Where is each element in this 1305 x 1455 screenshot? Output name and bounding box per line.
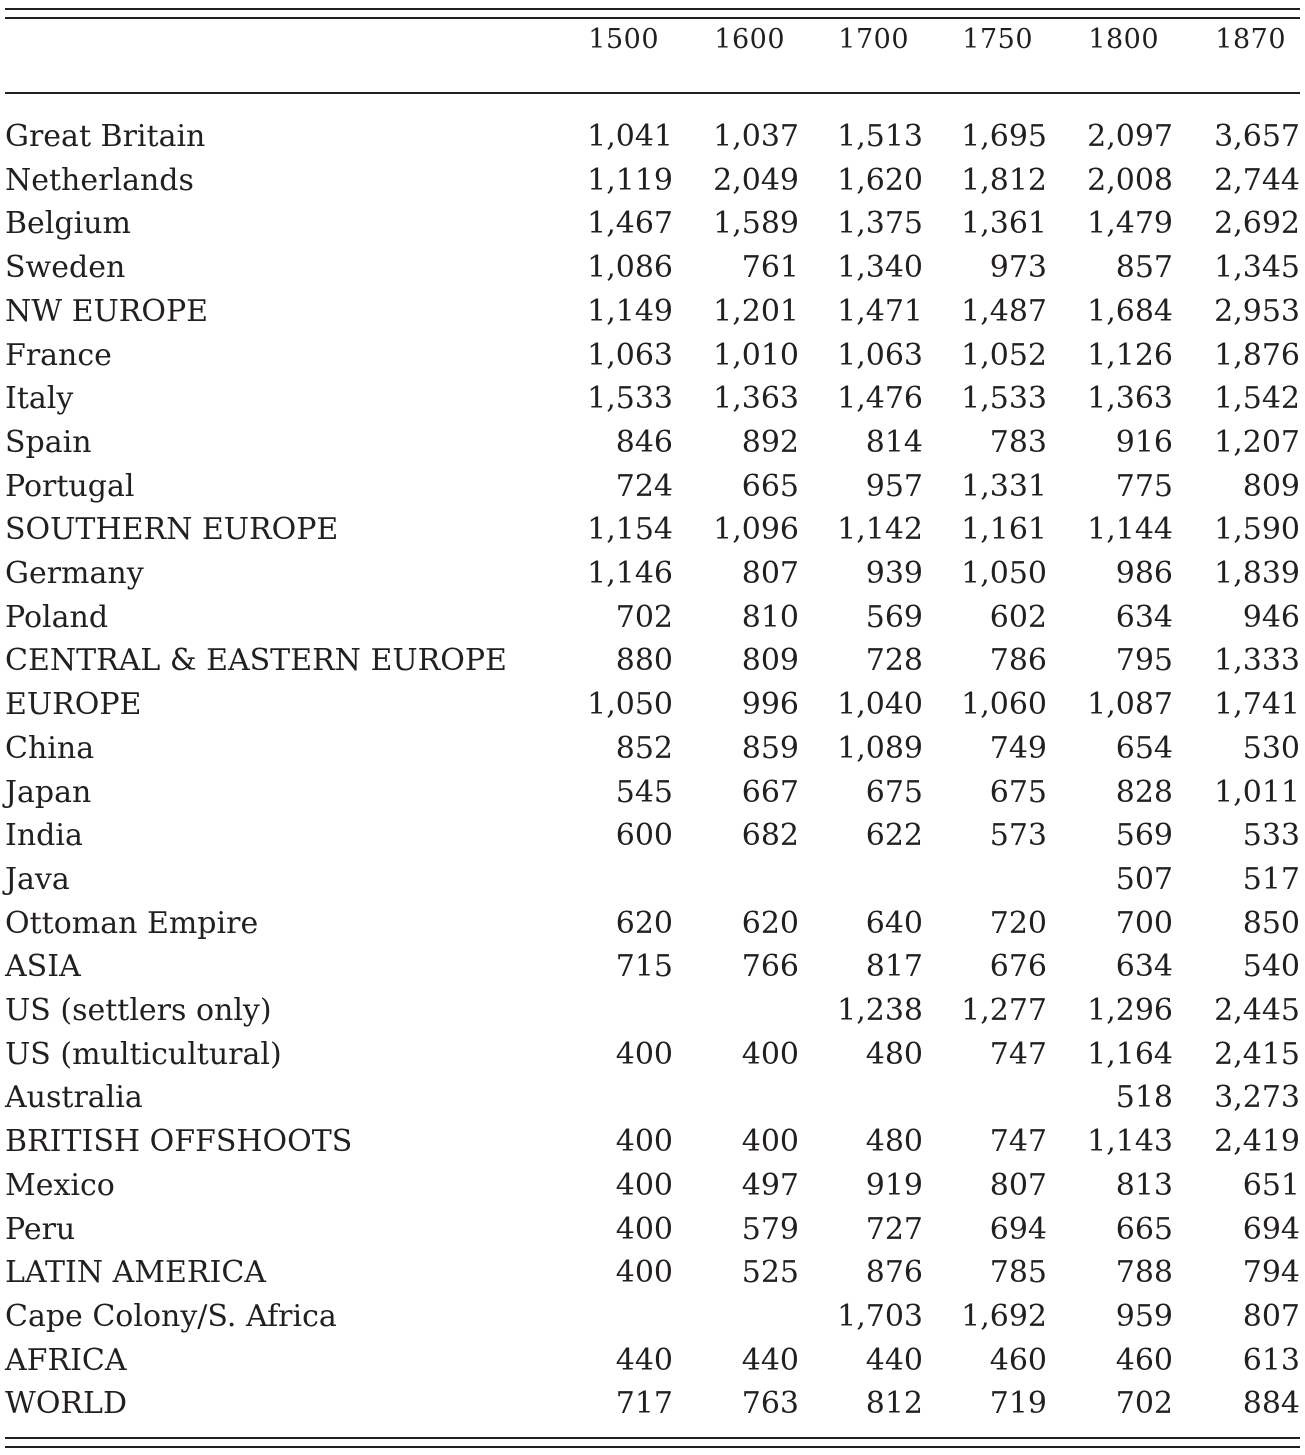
cell-1800: 1,164 xyxy=(1087,1036,1173,1072)
cell-1800: 857 xyxy=(1115,250,1173,286)
cell-1700: 569 xyxy=(865,599,923,635)
cell-1800: 828 xyxy=(1115,774,1173,810)
column-header-1870: 1870 xyxy=(1215,24,1286,55)
cell-1870: 1,333 xyxy=(1214,643,1300,679)
table-row xyxy=(5,552,1300,596)
cell-1750: 786 xyxy=(989,643,1047,679)
cell-1870: 809 xyxy=(1242,468,1300,504)
cell-1750: 602 xyxy=(989,599,1047,635)
cell-1870: 1,876 xyxy=(1214,337,1300,373)
cell-1800: 795 xyxy=(1115,643,1173,679)
cell-1700: 1,063 xyxy=(837,337,923,373)
column-header-1500: 1500 xyxy=(588,24,659,55)
cell-1500: 702 xyxy=(615,599,673,635)
cell-1700: 728 xyxy=(865,643,923,679)
row-label: Italy xyxy=(5,381,74,417)
cell-1700: 440 xyxy=(865,1342,923,1378)
cell-1700: 727 xyxy=(865,1211,923,1247)
table-row xyxy=(5,1208,1300,1252)
cell-1500: 600 xyxy=(615,818,673,854)
cell-1870: 1,011 xyxy=(1214,774,1300,810)
cell-1700: 957 xyxy=(865,468,923,504)
cell-1800: 1,479 xyxy=(1087,206,1173,242)
table-row xyxy=(5,858,1300,902)
cell-1800: 569 xyxy=(1115,818,1173,854)
cell-1750: 749 xyxy=(989,730,1047,766)
cell-1600: 525 xyxy=(741,1255,799,1291)
column-header-1750: 1750 xyxy=(962,24,1033,55)
row-label: Mexico xyxy=(5,1167,115,1203)
cell-1750: 1,361 xyxy=(961,206,1047,242)
cell-1500: 400 xyxy=(615,1036,673,1072)
cell-1750: 1,692 xyxy=(961,1298,1047,1334)
bottom-rule-inner xyxy=(5,1437,1300,1439)
cell-1500 xyxy=(580,989,673,1033)
cell-1750: 1,052 xyxy=(961,337,1047,373)
row-label: Ottoman Empire xyxy=(5,905,259,941)
table-row xyxy=(5,902,1300,946)
cell-1600: 682 xyxy=(741,818,799,854)
row-label: Peru xyxy=(5,1211,76,1247)
cell-1750: 719 xyxy=(989,1386,1047,1422)
cell-1500: 545 xyxy=(615,774,673,810)
row-label: LATIN AMERICA xyxy=(5,1255,266,1291)
table-row xyxy=(5,115,1300,159)
cell-1500: 400 xyxy=(615,1167,673,1203)
header-spacer xyxy=(5,92,1300,115)
cell-1600: 1,589 xyxy=(713,206,799,242)
cell-1600: 400 xyxy=(741,1036,799,1072)
cell-1500: 852 xyxy=(615,730,673,766)
cell-1750: 783 xyxy=(989,424,1047,460)
cell-1750: 676 xyxy=(989,949,1047,985)
row-label: US (settlers only) xyxy=(5,993,272,1029)
cell-1870: 533 xyxy=(1242,818,1300,854)
row-label: France xyxy=(5,337,112,373)
cell-1870: 850 xyxy=(1242,905,1300,941)
table-row xyxy=(5,814,1300,858)
cell-1500: 620 xyxy=(615,905,673,941)
cell-1600 xyxy=(673,1076,799,1120)
cell-1800: 518 xyxy=(1115,1080,1173,1116)
cell-1800: 654 xyxy=(1115,730,1173,766)
row-label: BRITISH OFFSHOOTS xyxy=(5,1124,353,1160)
cell-1800: 1,126 xyxy=(1087,337,1173,373)
cell-1500: 717 xyxy=(615,1386,673,1422)
header-label-cell xyxy=(5,0,580,92)
table-row xyxy=(5,246,1300,290)
cell-1870: 1,741 xyxy=(1214,687,1300,723)
cell-1700: 1,476 xyxy=(837,381,923,417)
cell-1600: 761 xyxy=(741,250,799,286)
cell-1700: 876 xyxy=(865,1255,923,1291)
row-label: EUROPE xyxy=(5,687,142,723)
data-table xyxy=(5,0,1300,1426)
column-header-1700: 1700 xyxy=(838,24,909,55)
cell-1600: 807 xyxy=(741,556,799,592)
cell-1600: 440 xyxy=(741,1342,799,1378)
cell-1870: 530 xyxy=(1242,730,1300,766)
cell-1750: 1,812 xyxy=(961,162,1047,198)
cell-1800: 986 xyxy=(1115,556,1173,592)
table-row xyxy=(5,465,1300,509)
cell-1600: 620 xyxy=(741,905,799,941)
cell-1800: 916 xyxy=(1115,424,1173,460)
table-row xyxy=(5,421,1300,465)
cell-1500: 724 xyxy=(615,468,673,504)
table-row xyxy=(5,1251,1300,1295)
row-label: CENTRAL & EASTERN EUROPE xyxy=(5,643,507,679)
cell-1870: 1,207 xyxy=(1214,424,1300,460)
cell-1800: 1,143 xyxy=(1087,1124,1173,1160)
cell-1800: 507 xyxy=(1115,861,1173,897)
cell-1750: 460 xyxy=(989,1342,1047,1378)
table-row xyxy=(5,1033,1300,1077)
row-label: Cape Colony/S. Africa xyxy=(5,1298,337,1334)
cell-1800: 460 xyxy=(1115,1342,1173,1378)
cell-1800: 1,684 xyxy=(1087,293,1173,329)
cell-1870: 1,345 xyxy=(1214,250,1300,286)
cell-1800: 2,097 xyxy=(1087,119,1173,154)
cell-1600: 892 xyxy=(741,424,799,460)
cell-1700: 1,703 xyxy=(837,1298,923,1334)
header-row xyxy=(5,0,1300,92)
cell-1600: 996 xyxy=(741,687,799,723)
cell-1870: 651 xyxy=(1242,1167,1300,1203)
cell-1800: 2,008 xyxy=(1087,162,1173,198)
cell-1500: 1,533 xyxy=(587,381,673,417)
cell-1500: 1,041 xyxy=(587,119,673,154)
cell-1700: 1,340 xyxy=(837,250,923,286)
cell-1700: 622 xyxy=(865,818,923,854)
cell-1750 xyxy=(923,858,1047,902)
cell-1700: 1,142 xyxy=(837,512,923,548)
cell-1870: 3,657 xyxy=(1214,119,1300,154)
cell-1700 xyxy=(799,1076,923,1120)
table-row xyxy=(5,989,1300,1033)
cell-1800: 700 xyxy=(1115,905,1173,941)
row-label: Germany xyxy=(5,556,144,592)
cell-1750: 973 xyxy=(989,250,1047,286)
cell-1700: 939 xyxy=(865,556,923,592)
table-row xyxy=(5,639,1300,683)
cell-1750: 1,060 xyxy=(961,687,1047,723)
cell-1500: 400 xyxy=(615,1124,673,1160)
cell-1800: 813 xyxy=(1115,1167,1173,1203)
column-header-1800: 1800 xyxy=(1088,24,1159,55)
cell-1870: 2,953 xyxy=(1214,293,1300,329)
cell-1870: 540 xyxy=(1242,949,1300,985)
cell-1870: 1,542 xyxy=(1214,381,1300,417)
table-row xyxy=(5,1295,1300,1339)
bottom-rule-outer xyxy=(5,1446,1300,1448)
cell-1700: 480 xyxy=(865,1124,923,1160)
cell-1500: 1,119 xyxy=(587,162,673,198)
row-label: US (multicultural) xyxy=(5,1036,282,1072)
row-label: AFRICA xyxy=(5,1342,127,1378)
row-label: WORLD xyxy=(5,1386,127,1422)
cell-1750: 1,277 xyxy=(961,993,1047,1029)
cell-1750: 694 xyxy=(989,1211,1047,1247)
cell-1700: 1,089 xyxy=(837,730,923,766)
cell-1700: 1,040 xyxy=(837,687,923,723)
cell-1600: 497 xyxy=(741,1167,799,1203)
cell-1700: 675 xyxy=(865,774,923,810)
cell-1500 xyxy=(580,1295,673,1339)
cell-1700: 1,620 xyxy=(837,162,923,198)
cell-1700: 814 xyxy=(865,424,923,460)
cell-1870: 2,445 xyxy=(1214,993,1300,1029)
cell-1870: 3,273 xyxy=(1214,1080,1300,1116)
cell-1870: 1,839 xyxy=(1214,556,1300,592)
cell-1800: 634 xyxy=(1115,949,1173,985)
cell-1870: 1,590 xyxy=(1214,512,1300,548)
cell-1800: 1,087 xyxy=(1087,687,1173,723)
cell-1600: 665 xyxy=(741,468,799,504)
cell-1500: 715 xyxy=(615,949,673,985)
cell-1500: 880 xyxy=(615,643,673,679)
cell-1750: 1,487 xyxy=(961,293,1047,329)
cell-1600: 1,363 xyxy=(713,381,799,417)
cell-1500: 400 xyxy=(615,1255,673,1291)
row-label: SOUTHERN EUROPE xyxy=(5,512,339,548)
cell-1700: 812 xyxy=(865,1386,923,1422)
table-row xyxy=(5,1120,1300,1164)
cell-1750: 1,695 xyxy=(961,119,1047,154)
table-row xyxy=(5,945,1300,989)
cell-1700: 817 xyxy=(865,949,923,985)
cell-1800: 665 xyxy=(1115,1211,1173,1247)
cell-1600: 766 xyxy=(741,949,799,985)
cell-1750: 807 xyxy=(989,1167,1047,1203)
table-row xyxy=(5,202,1300,246)
cell-1600: 763 xyxy=(741,1386,799,1422)
cell-1800: 959 xyxy=(1115,1298,1173,1334)
cell-1700: 919 xyxy=(865,1167,923,1203)
table-row xyxy=(5,727,1300,771)
cell-1600: 1,037 xyxy=(713,119,799,154)
cell-1870: 794 xyxy=(1242,1255,1300,1291)
cell-1800: 1,296 xyxy=(1087,993,1173,1029)
cell-1700: 1,238 xyxy=(837,993,923,1029)
cell-1750: 1,050 xyxy=(961,556,1047,592)
cell-1500: 1,146 xyxy=(587,556,673,592)
row-label: Poland xyxy=(5,599,109,635)
cell-1500: 1,086 xyxy=(587,250,673,286)
cell-1750: 573 xyxy=(989,818,1047,854)
cell-1750: 1,161 xyxy=(961,512,1047,548)
cell-1600 xyxy=(673,858,799,902)
cell-1870: 517 xyxy=(1242,861,1300,897)
row-label: India xyxy=(5,818,83,854)
cell-1800: 634 xyxy=(1115,599,1173,635)
row-label: Belgium xyxy=(5,206,131,242)
table-row xyxy=(5,771,1300,815)
cell-1600: 400 xyxy=(741,1124,799,1160)
table-row xyxy=(5,1339,1300,1383)
cell-1750: 1,331 xyxy=(961,468,1047,504)
cell-1700: 1,471 xyxy=(837,293,923,329)
table-row xyxy=(5,290,1300,334)
cell-1870: 613 xyxy=(1242,1342,1300,1378)
cell-1600: 667 xyxy=(741,774,799,810)
cell-1700 xyxy=(799,858,923,902)
row-label: China xyxy=(5,730,95,766)
cell-1800: 788 xyxy=(1115,1255,1173,1291)
cell-1800: 775 xyxy=(1115,468,1173,504)
table-row xyxy=(5,159,1300,203)
cell-1700: 1,375 xyxy=(837,206,923,242)
table-row xyxy=(5,377,1300,421)
cell-1600: 809 xyxy=(741,643,799,679)
cell-1500: 1,467 xyxy=(587,206,673,242)
cell-1500 xyxy=(580,1076,673,1120)
row-label: Netherlands xyxy=(5,162,194,198)
row-label: Portugal xyxy=(5,468,135,504)
table-row xyxy=(5,683,1300,727)
cell-1500: 1,050 xyxy=(587,687,673,723)
row-label: Japan xyxy=(5,774,92,810)
row-label: Java xyxy=(5,861,70,897)
cell-1800: 1,144 xyxy=(1087,512,1173,548)
cell-1870: 694 xyxy=(1242,1211,1300,1247)
cell-1500: 1,154 xyxy=(587,512,673,548)
cell-1750: 675 xyxy=(989,774,1047,810)
table-row xyxy=(5,508,1300,552)
cell-1500 xyxy=(580,858,673,902)
cell-1870: 884 xyxy=(1242,1386,1300,1422)
table-row xyxy=(5,334,1300,378)
cell-1870: 2,744 xyxy=(1214,162,1300,198)
table-body xyxy=(5,92,1300,1426)
cell-1600: 1,201 xyxy=(713,293,799,329)
row-label: Australia xyxy=(5,1080,143,1116)
cell-1600: 1,096 xyxy=(713,512,799,548)
table-row xyxy=(5,596,1300,640)
cell-1600 xyxy=(673,1295,799,1339)
cell-1750: 785 xyxy=(989,1255,1047,1291)
cell-1870: 2,419 xyxy=(1214,1124,1300,1160)
cell-1600: 1,010 xyxy=(713,337,799,373)
cell-1750 xyxy=(923,1076,1047,1120)
column-header-1600: 1600 xyxy=(714,24,785,55)
table-row xyxy=(5,1076,1300,1120)
cell-1600: 859 xyxy=(741,730,799,766)
table-row xyxy=(5,1382,1300,1426)
row-label: Spain xyxy=(5,424,92,460)
cell-1700: 480 xyxy=(865,1036,923,1072)
cell-1750: 747 xyxy=(989,1124,1047,1160)
row-label: Sweden xyxy=(5,250,126,286)
cell-1600: 579 xyxy=(741,1211,799,1247)
row-label: NW EUROPE xyxy=(5,293,209,329)
cell-1500: 1,149 xyxy=(587,293,673,329)
cell-1870: 2,692 xyxy=(1214,206,1300,242)
cell-1870: 946 xyxy=(1242,599,1300,635)
cell-1700: 1,513 xyxy=(837,119,923,154)
cell-1750: 1,533 xyxy=(961,381,1047,417)
cell-1750: 720 xyxy=(989,905,1047,941)
cell-1870: 807 xyxy=(1242,1298,1300,1334)
cell-1800: 1,363 xyxy=(1087,381,1173,417)
cell-1600 xyxy=(673,989,799,1033)
cell-1700: 640 xyxy=(865,905,923,941)
row-label: ASIA xyxy=(5,949,81,985)
table-row xyxy=(5,1164,1300,1208)
cell-1750: 747 xyxy=(989,1036,1047,1072)
cell-1500: 400 xyxy=(615,1211,673,1247)
cell-1600: 2,049 xyxy=(713,162,799,198)
cell-1800: 702 xyxy=(1115,1386,1173,1422)
cell-1500: 846 xyxy=(615,424,673,460)
row-label: Great Britain xyxy=(5,119,206,154)
cell-1500: 1,063 xyxy=(587,337,673,373)
cell-1870: 2,415 xyxy=(1214,1036,1300,1072)
cell-1600: 810 xyxy=(741,599,799,635)
cell-1500: 440 xyxy=(615,1342,673,1378)
